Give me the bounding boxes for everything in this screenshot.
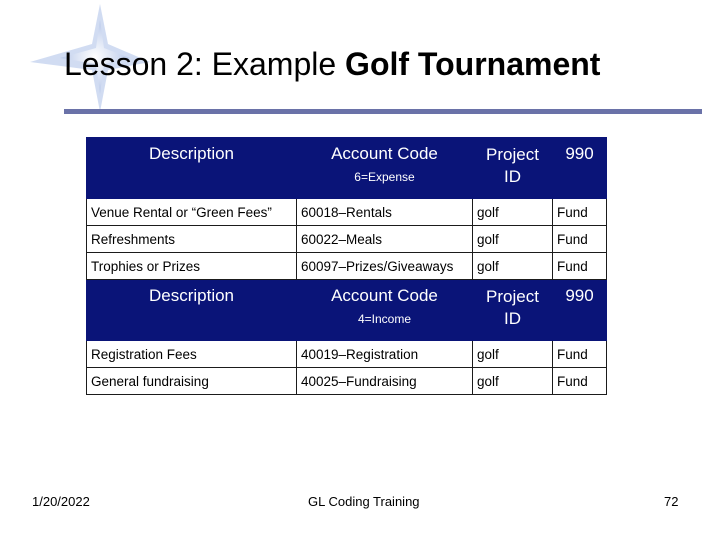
footer-title: GL Coding Training: [308, 494, 420, 509]
expense-header-fund: 990: [553, 138, 607, 199]
row-project: golf: [473, 341, 553, 368]
page-number: 72: [664, 494, 679, 509]
income-header-project: Project ID: [473, 280, 553, 341]
row-description: Trophies or Prizes: [87, 253, 297, 280]
table-row: [87, 341, 607, 368]
row-fund: Fund: [553, 226, 607, 253]
golf-coding-table: [86, 137, 607, 395]
row-account: 60097–Prizes/Giveaways: [297, 253, 473, 280]
title-divider: [64, 109, 702, 114]
row-description: General fundraising: [87, 368, 297, 395]
row-project: golf: [473, 368, 553, 395]
row-description: Registration Fees: [87, 341, 297, 368]
expense-header-row: [87, 138, 607, 199]
row-project: golf: [473, 226, 553, 253]
expense-header-description: Description: [87, 138, 297, 199]
row-project: golf: [473, 253, 553, 280]
expense-header-account: Account Code 6=Expense: [297, 138, 473, 199]
table-row: [87, 368, 607, 395]
expense-header-project: Project ID: [473, 138, 553, 199]
row-account: 40019–Registration: [297, 341, 473, 368]
row-description: Refreshments: [87, 226, 297, 253]
row-fund: Fund: [553, 199, 607, 226]
table-row: [87, 226, 607, 253]
row-account: 40025–Fundraising: [297, 368, 473, 395]
row-account: 60018–Rentals: [297, 199, 473, 226]
income-header-account: Account Code 4=Income: [297, 280, 473, 341]
table-row: [87, 253, 607, 280]
slide-title: Lesson 2: Example Golf Tournament: [64, 46, 601, 82]
income-header-fund: 990: [553, 280, 607, 341]
row-project: golf: [473, 199, 553, 226]
row-description: Venue Rental or “Green Fees”: [87, 199, 297, 226]
income-header-description: Description: [87, 280, 297, 341]
income-header-row: [87, 280, 607, 341]
row-fund: Fund: [553, 253, 607, 280]
row-account: 60022–Meals: [297, 226, 473, 253]
row-fund: Fund: [553, 341, 607, 368]
row-fund: Fund: [553, 368, 607, 395]
table-row: [87, 199, 607, 226]
footer-date: 1/20/2022: [32, 494, 90, 509]
